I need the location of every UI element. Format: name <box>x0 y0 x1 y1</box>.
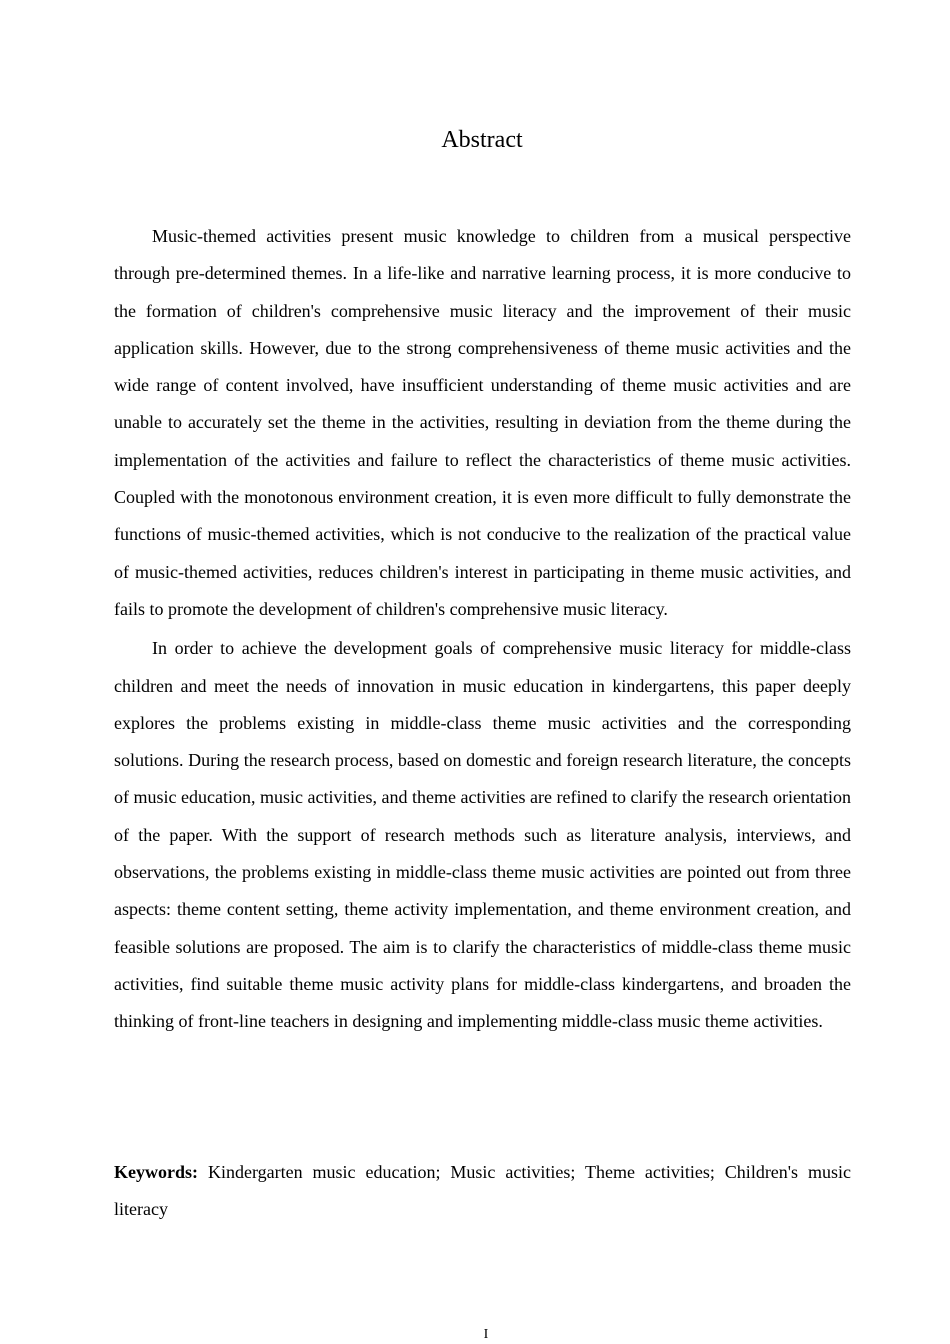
page-title: Abstract <box>441 127 523 153</box>
keywords <box>114 1154 851 1229</box>
keywords-text: Kindergarten music education; Music activities; Theme activities; Children's music literacy <box>114 1162 851 1220</box>
keywords-label: Keywords: <box>114 1162 198 1182</box>
page-number: I <box>483 1327 489 1342</box>
abstract-body <box>114 218 851 1041</box>
abstract-paragraph-1: Music-themed activities present music knowledge to children from a musical perspective through pre-determined themes. In a life-like and narrative learning process, it is more conducive to the formation of children's comprehensive music literacy and the improvement of their music application skills. However, due to the strong comprehensiveness of theme music activities and the wide range of content involved, have insufficient understanding of theme music activities and are unable to accurately set the theme in the activities, resulting in deviation from the theme during the implementation of the activities and failure to reflect the characteristics of theme music activities. Coupled with the monotonous environment creation, it is even more difficult to fully demonstrate the functions of music-themed activities, which is not conducive to the realization of the practical value of music-themed activities, reduces children's interest in participating in theme music activities, and fails to promote the development of children's comprehensive music literacy. <box>114 226 851 619</box>
abstract-paragraph-2: In order to achieve the development goals of comprehensive music literacy for middle-class children and meet the needs of innovation in music education in kindergartens, this paper deeply explores the problems existing in middle-class theme music activities and the corresponding solutions. During the research process, based on domestic and foreign research literature, the concepts of music education, music activities, and theme activities are refined to clarify the research orientation of the paper. With the support of research methods such as literature analysis, interviews, and observations, the problems existing in middle-class theme music activities are pointed out from three aspects: theme content setting, theme activity implementation, and theme environment creation, and feasible solutions are proposed. The aim is to clarify the characteristics of middle-class theme music activities, find suitable theme music activity plans for middle-class kindergartens, and broaden the thinking of front-line teachers in designing and implementing middle-class music theme activities. <box>114 638 851 1032</box>
